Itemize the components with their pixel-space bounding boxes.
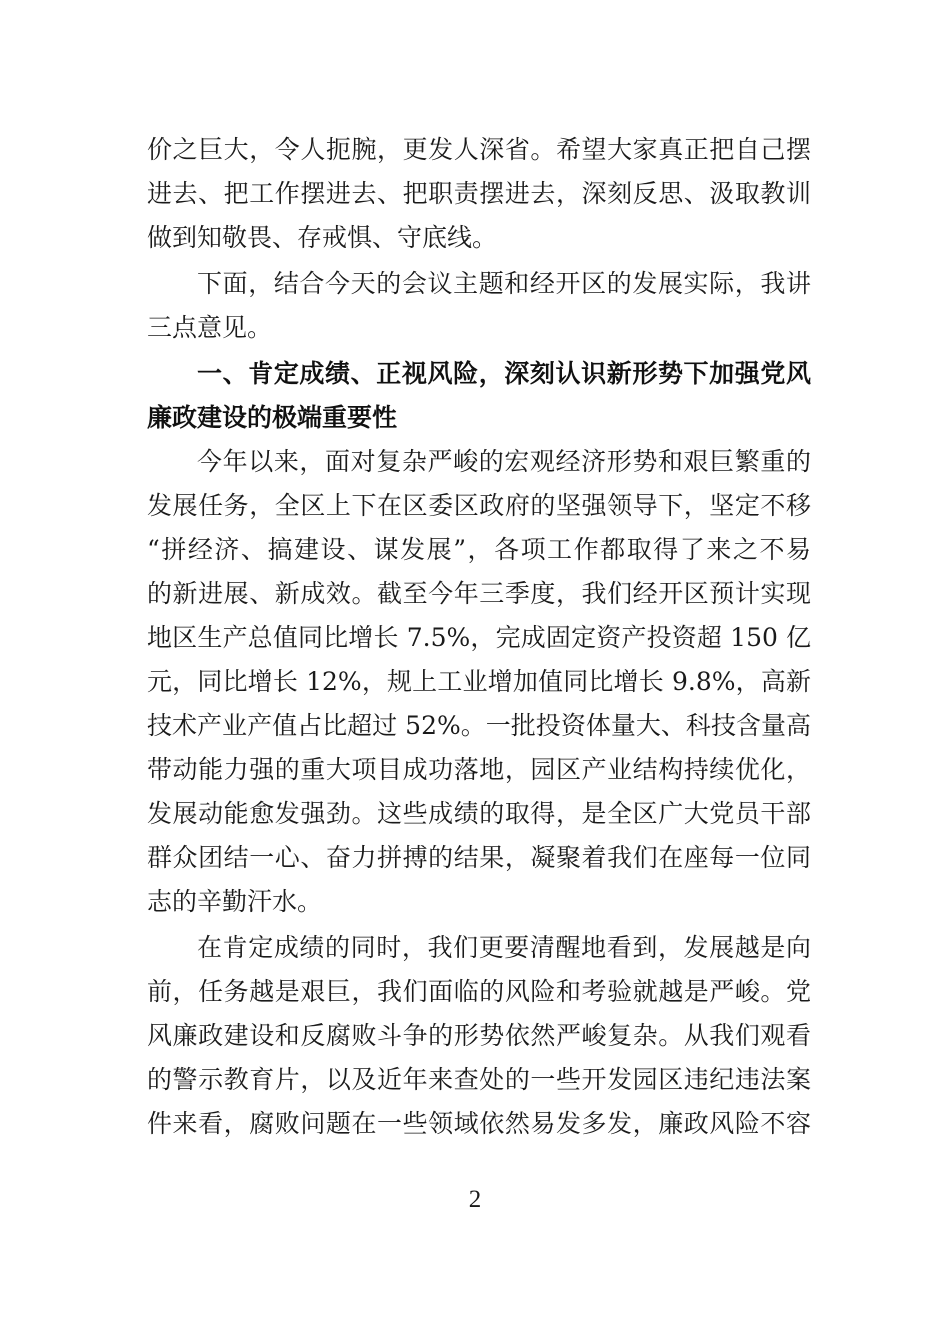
- body-text: [147, 128, 811, 1146]
- text-line: 下面，结合今天的会议主题和经开区的发展实际，我讲: [197, 269, 811, 298]
- text-line: 地区生产总值同比增长 7.5%，完成固定资产投资超 150 亿: [147, 623, 811, 652]
- text-line: 技术产业产值占比超过 52%。一批投资体量大、科技含量高: [147, 711, 811, 740]
- page-number: 2: [468, 1186, 482, 1213]
- paragraph-4: [147, 926, 811, 1146]
- text-line: 前，任务越是艰巨，我们面临的风险和考验就越是严峻。党: [147, 977, 811, 1006]
- text-line: 进去、把工作摆进去、把职责摆进去，深刻反思、汲取教训: [147, 179, 811, 208]
- section-heading: [147, 352, 811, 440]
- text-line: 做到知敬畏、存戒惧、守底线。: [147, 223, 498, 252]
- text-line: “拼经济、搞建设、谋发展”，各项工作都取得了来之不易: [147, 535, 811, 564]
- text-line: 三点意见。: [147, 313, 273, 342]
- text-line: 发展任务，全区上下在区委区政府的坚强领导下，坚定不移: [147, 491, 811, 520]
- text-line: 今年以来，面对复杂严峻的宏观经济形势和艰巨繁重的: [197, 447, 811, 476]
- paragraph-2: [147, 262, 811, 350]
- paragraph-1: [147, 128, 811, 260]
- text-line: 的新进展、新成效。截至今年三季度，我们经开区预计实现: [147, 579, 811, 608]
- text-line: 件来看，腐败问题在一些领域依然易发多发，廉政风险不容: [147, 1109, 811, 1138]
- text-line: 群众团结一心、奋力拼搏的结果，凝聚着我们在座每一位同: [147, 843, 811, 872]
- heading-line: 一、肯定成绩、正视风险，深刻认识新形势下加强党风: [197, 359, 811, 388]
- heading-line: 廉政建设的极端重要性: [147, 403, 398, 432]
- paragraph-3: [147, 440, 811, 924]
- text-line: 风廉政建设和反腐败斗争的形势依然严峻复杂。从我们观看: [147, 1021, 811, 1050]
- text-line: 的警示教育片，以及近年来查处的一些开发园区违纪违法案: [147, 1065, 811, 1094]
- text-line: 发展动能愈发强劲。这些成绩的取得，是全区广大党员干部: [147, 799, 811, 828]
- text-line: 在肯定成绩的同时，我们更要清醒地看到，发展越是向: [197, 933, 811, 962]
- text-line: 价之巨大，令人扼腕，更发人深省。希望大家真正把自己摆: [147, 135, 811, 164]
- text-line: 志的辛勤汗水。: [147, 887, 323, 916]
- text-line: 带动能力强的重大项目成功落地，园区产业结构持续优化，: [147, 755, 811, 784]
- text-line: 元，同比增长 12%，规上工业增加值同比增长 9.8%，高新: [147, 667, 811, 696]
